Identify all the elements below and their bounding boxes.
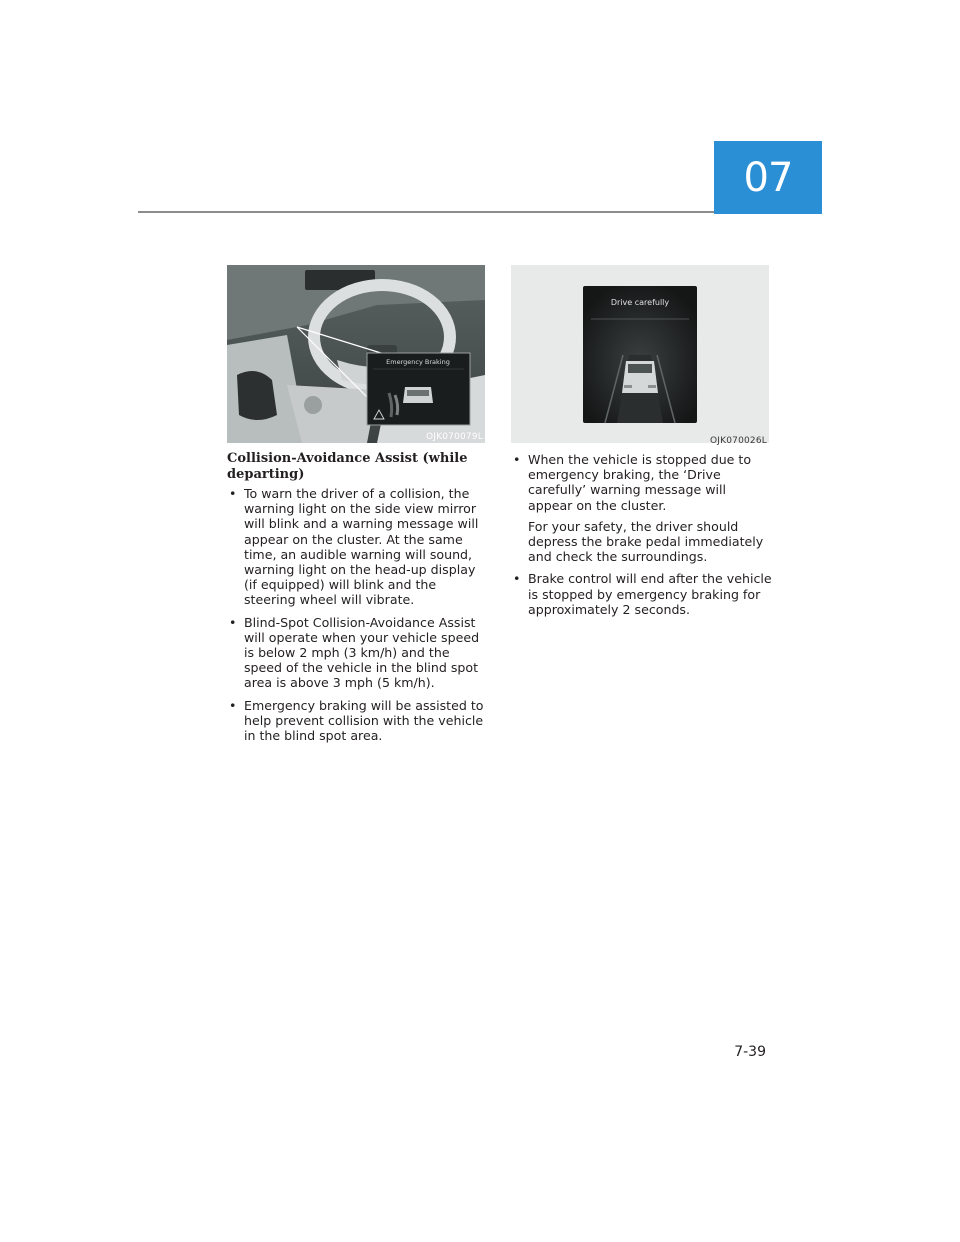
header-rule bbox=[138, 211, 714, 213]
cluster-illustration bbox=[511, 265, 769, 443]
right-column bbox=[511, 452, 773, 624]
bullet-note: For your safety, the driver should depress the brake pedal immediately and check the surroundings. bbox=[528, 518, 764, 565]
chapter-tab: 07 bbox=[714, 141, 822, 214]
bullet-text: Brake control will end after the vehicle is stopped by emergency braking for approximately 2 seconds. bbox=[528, 571, 772, 617]
page-number: 7-39 bbox=[734, 1044, 766, 1060]
bullet-text: When the vehicle is stopped due to emergency braking, the ‘Drive carefully’ warning message will appear on the cluster. bbox=[528, 452, 752, 513]
drive-carefully-label: Drive carefully bbox=[610, 298, 670, 307]
list-item bbox=[511, 452, 773, 564]
list-item bbox=[511, 571, 773, 617]
bullet-dot: • bbox=[513, 452, 521, 467]
bullet-text: Emergency braking will be assisted to help prevent collision with the vehicle in the blind spot area. bbox=[244, 697, 484, 744]
list-item bbox=[227, 486, 489, 608]
left-column bbox=[227, 486, 489, 750]
figure-interior-illustration bbox=[227, 265, 485, 443]
figure-code: OJK070079L bbox=[425, 432, 483, 442]
emergency-braking-label: Emergency Braking bbox=[386, 358, 450, 366]
bullet-text: Blind-Spot Collision-Avoidance Assist will operate when your vehicle speed is below 2 mph (3 km/h) and the speed of the vehicle in the blind spot area is above 3 mph (5 km/h). bbox=[244, 614, 480, 691]
list-item bbox=[227, 698, 489, 744]
figure-cluster-illustration bbox=[511, 265, 769, 446]
section-heading: Collision-Avoidance Assist (while departing) bbox=[227, 451, 468, 482]
bullet-dot: • bbox=[229, 486, 237, 501]
figure-code: OJK070026L bbox=[709, 436, 767, 446]
bullet-text: To warn the driver of a collision, the warning light on the side view mirror will blink and a warning message will appear on the cluster. At the same time, an audible warning will sound, warning light on the head-up display (if equipped) will blink and the steering wheel will vibrate. bbox=[244, 486, 479, 608]
interior-illustration bbox=[227, 265, 485, 443]
bullet-dot: • bbox=[229, 614, 237, 630]
bullet-dot: • bbox=[229, 697, 237, 713]
bullet-dot: • bbox=[513, 571, 521, 587]
list-item bbox=[227, 615, 489, 691]
